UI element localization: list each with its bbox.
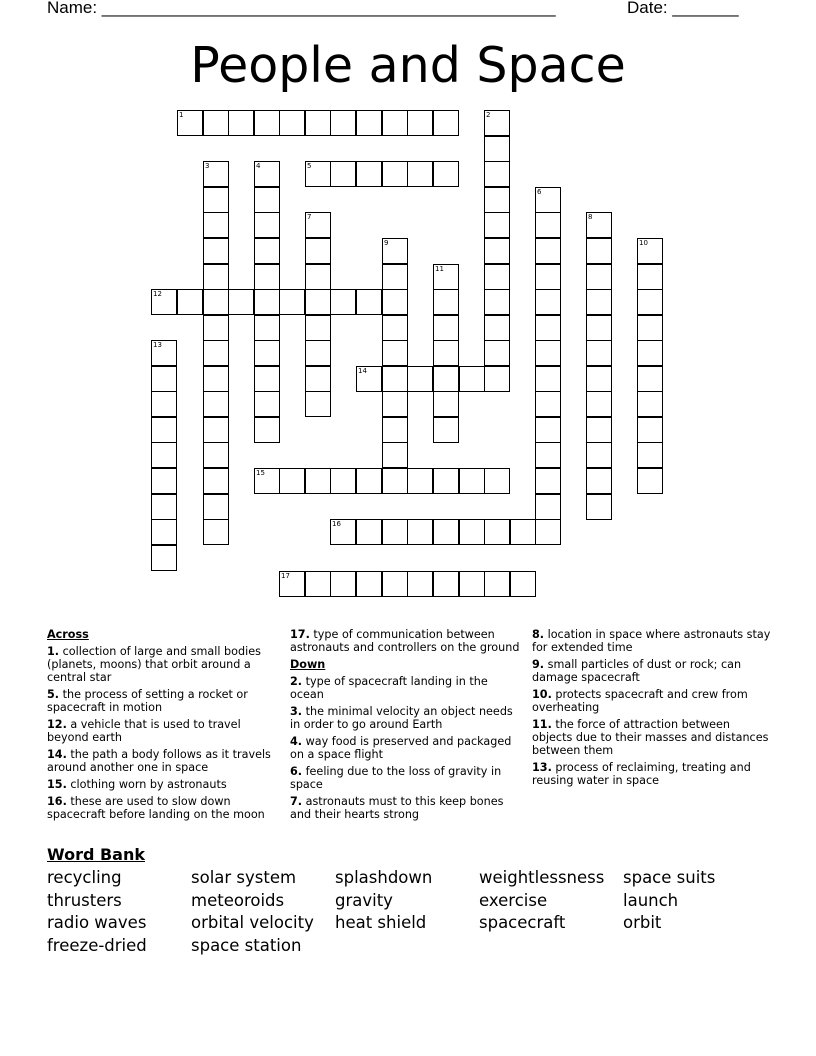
crossword-cell[interactable] (484, 519, 510, 545)
crossword-cell[interactable] (586, 238, 612, 264)
crossword-cell[interactable] (637, 289, 663, 315)
clue-down-4: 4. way food is preserved and packaged on a space flight (290, 735, 512, 761)
crossword-cell[interactable] (484, 571, 510, 597)
crossword-cell[interactable] (433, 366, 459, 392)
crossword-cell[interactable] (203, 110, 229, 136)
crossword-cell[interactable] (535, 366, 561, 392)
clue-across-16: 16. these are used to slow down spacecraft before landing on the moon (47, 795, 265, 821)
crossword-cell[interactable] (407, 161, 433, 187)
crossword-cell[interactable] (279, 289, 305, 315)
crossword-cell[interactable] (356, 289, 382, 315)
clue-down-13: 13. process of reclaiming, treating and reusing water in space (532, 761, 751, 787)
crossword-cell[interactable] (382, 110, 408, 136)
crossword-cell[interactable] (586, 468, 612, 494)
crossword-cell[interactable] (330, 571, 356, 597)
clue-number: 12 (153, 290, 162, 298)
crossword-cell[interactable] (151, 519, 177, 545)
crossword-cell[interactable] (433, 315, 459, 341)
crossword-cell[interactable] (254, 289, 280, 315)
word-bank (47, 867, 767, 958)
crossword-cell[interactable] (228, 110, 254, 136)
name-field: Name: ________________________________________________ (47, 0, 556, 17)
crossword-cell[interactable] (382, 519, 408, 545)
crossword-cell[interactable] (535, 494, 561, 520)
crossword-cell[interactable] (254, 187, 280, 213)
word-bank-item: thrusters (47, 890, 122, 910)
crossword-cell[interactable] (637, 366, 663, 392)
crossword-cell[interactable] (459, 571, 485, 597)
clue-number: 2 (486, 111, 491, 119)
crossword-cell[interactable] (586, 264, 612, 290)
clues-column-2 (290, 628, 520, 825)
crossword-cell[interactable] (459, 366, 485, 392)
crossword-cell[interactable] (637, 391, 663, 417)
clue-down-9: 9. small particles of dust or rock; can damage spacecraft (532, 658, 742, 684)
crossword-cell[interactable] (382, 340, 408, 366)
crossword-cell[interactable] (279, 468, 305, 494)
crossword-cell[interactable] (382, 391, 408, 417)
crossword-cell[interactable] (586, 289, 612, 315)
crossword-cell[interactable] (433, 161, 459, 187)
crossword-cell[interactable] (305, 340, 331, 366)
crossword-cell[interactable] (586, 391, 612, 417)
crossword-cell[interactable] (407, 110, 433, 136)
crossword-cell[interactable] (484, 468, 510, 494)
crossword-cell[interactable] (433, 340, 459, 366)
crossword-cell[interactable] (254, 212, 280, 238)
crossword-cell[interactable] (586, 366, 612, 392)
crossword-cell[interactable] (535, 391, 561, 417)
crossword-cell[interactable] (382, 442, 408, 468)
crossword-cell[interactable] (254, 315, 280, 341)
crossword-cell[interactable] (203, 519, 229, 545)
clue-down-7: 7. astronauts must to this keep bones and their hearts strong (290, 795, 504, 821)
clue-number: 5 (307, 162, 312, 170)
crossword-cell[interactable] (433, 391, 459, 417)
word-bank-item: orbital velocity (191, 913, 314, 933)
clue-number: 7 (307, 213, 312, 221)
crossword-cell[interactable] (305, 264, 331, 290)
clue-across-14: 14. the path a body follows as it travels around another one in space (47, 748, 271, 774)
clue-across-15: 15. clothing worn by astronauts (47, 778, 227, 791)
word-bank-item: heat shield (335, 913, 427, 933)
crossword-cell[interactable] (203, 442, 229, 468)
crossword-cell[interactable] (433, 110, 459, 136)
crossword-cell[interactable] (330, 110, 356, 136)
crossword-cell[interactable] (535, 442, 561, 468)
crossword-cell[interactable] (407, 571, 433, 597)
clue-number: 16 (332, 520, 341, 528)
crossword-cell[interactable] (586, 442, 612, 468)
clue-number: 6 (537, 188, 542, 196)
crossword-cell[interactable] (330, 289, 356, 315)
crossword-cell[interactable] (484, 161, 510, 187)
crossword-cell[interactable] (484, 187, 510, 213)
crossword-cell[interactable] (433, 417, 459, 443)
word-bank-item: radio waves (47, 913, 147, 933)
crossword-cell[interactable] (203, 391, 229, 417)
crossword-cell[interactable] (535, 238, 561, 264)
crossword-cell[interactable] (279, 110, 305, 136)
crossword-cell[interactable] (330, 468, 356, 494)
clue-across-1: 1. collection of large and small bodies (planets, moons) that orbit around a central star (47, 645, 261, 684)
clue-number: 17 (281, 572, 290, 580)
crossword-cell[interactable] (382, 264, 408, 290)
crossword-cell[interactable] (433, 519, 459, 545)
crossword-cell[interactable] (151, 494, 177, 520)
crossword-cell[interactable] (203, 238, 229, 264)
crossword-cell[interactable] (484, 366, 510, 392)
word-bank-item: spacecraft (479, 913, 566, 933)
crossword-cell[interactable] (484, 264, 510, 290)
crossword-cell[interactable] (382, 366, 408, 392)
crossword-cell[interactable] (535, 519, 561, 545)
crossword-cell[interactable] (535, 417, 561, 443)
word-bank-item: meteoroids (191, 890, 285, 910)
crossword-cell[interactable] (305, 468, 331, 494)
page-title: People and Space (190, 37, 626, 94)
crossword-cell[interactable] (510, 571, 536, 597)
crossword-cell[interactable] (535, 212, 561, 238)
clues-column-3 (532, 628, 772, 791)
crossword-cell[interactable] (637, 468, 663, 494)
crossword-cell[interactable] (535, 289, 561, 315)
crossword-cell[interactable] (484, 340, 510, 366)
crossword-cell[interactable] (305, 391, 331, 417)
crossword-cell[interactable] (637, 442, 663, 468)
crossword-cell[interactable] (382, 468, 408, 494)
crossword-cell[interactable] (484, 315, 510, 341)
crossword-cell[interactable] (382, 289, 408, 315)
clue-down-10: 10. protects spacecraft and crew from overheating (532, 688, 748, 714)
crossword-cell[interactable] (433, 289, 459, 315)
word-bank-title: Word Bank (47, 845, 146, 864)
crossword-cell[interactable] (254, 391, 280, 417)
crossword-cell[interactable] (203, 468, 229, 494)
crossword-cell[interactable] (382, 417, 408, 443)
crossword-cell[interactable] (356, 161, 382, 187)
crossword-cell[interactable] (177, 289, 203, 315)
clue-down-11: 11. the force of attraction between objects due to their masses and distances between them (532, 718, 769, 757)
crossword-cell[interactable] (203, 264, 229, 290)
crossword-cell[interactable] (305, 289, 331, 315)
crossword-cell[interactable] (637, 264, 663, 290)
crossword-cell[interactable] (254, 110, 280, 136)
crossword-cell[interactable] (151, 545, 177, 571)
crossword-cell[interactable] (535, 264, 561, 290)
clue-down-2: 2. type of spacecraft landing in the ocean (290, 675, 488, 701)
crossword-cell[interactable] (203, 315, 229, 341)
crossword-cell[interactable] (151, 391, 177, 417)
clue-number: 1 (179, 111, 184, 119)
crossword-cell[interactable] (203, 340, 229, 366)
word-bank-item: space suits (623, 868, 716, 887)
date-field: Date: _______ (627, 0, 739, 17)
crossword-cell[interactable] (305, 315, 331, 341)
crossword-cell[interactable] (203, 366, 229, 392)
crossword-cell[interactable] (151, 417, 177, 443)
crossword-cell[interactable] (433, 571, 459, 597)
crossword-cell[interactable] (637, 417, 663, 443)
crossword-cell[interactable] (637, 315, 663, 341)
crossword-cell[interactable] (637, 340, 663, 366)
crossword-cell[interactable] (151, 442, 177, 468)
crossword-cell[interactable] (203, 187, 229, 213)
crossword-cell[interactable] (254, 417, 280, 443)
crossword-cell[interactable] (484, 238, 510, 264)
crossword-cell[interactable] (305, 571, 331, 597)
clue-number: 8 (588, 213, 593, 221)
word-bank-item: launch (623, 890, 679, 910)
clue-across-12: 12. a vehicle that is used to travel beyond earth (47, 718, 241, 744)
clue-number: 9 (384, 239, 389, 247)
clue-down-8: 8. location in space where astronauts stay for extended time (532, 628, 771, 654)
word-bank-item: exercise (479, 890, 548, 910)
crossword-cell[interactable] (356, 468, 382, 494)
clue-across-17: 17. type of communication between astronauts and controllers on the ground (290, 628, 520, 654)
crossword-cell[interactable] (459, 468, 485, 494)
crossword-cell[interactable] (305, 238, 331, 264)
crossword-cell[interactable] (203, 212, 229, 238)
crossword-cell[interactable] (433, 468, 459, 494)
clue-number: 11 (435, 265, 444, 273)
crossword-cell[interactable] (203, 417, 229, 443)
clue-across-5: 5. the process of setting a rocket or spacecraft in motion (47, 688, 248, 714)
crossword-cell[interactable] (459, 519, 485, 545)
clues-column-1 (47, 628, 282, 825)
word-bank-item: solar system (191, 868, 297, 887)
crossword-cell[interactable] (254, 264, 280, 290)
crossword-cell[interactable] (356, 110, 382, 136)
word-bank-item: recycling (47, 868, 122, 887)
crossword-cell[interactable] (254, 366, 280, 392)
crossword-cell[interactable] (586, 315, 612, 341)
crossword-cell[interactable] (330, 161, 356, 187)
crossword-cell[interactable] (305, 366, 331, 392)
crossword-cell[interactable] (484, 136, 510, 162)
crossword-cell[interactable] (407, 366, 433, 392)
clue-number: 13 (153, 341, 162, 349)
crossword-cell[interactable] (484, 212, 510, 238)
crossword-cell[interactable] (535, 315, 561, 341)
crossword-cell[interactable] (535, 468, 561, 494)
crossword-cell[interactable] (203, 494, 229, 520)
crossword-cell[interactable] (305, 110, 331, 136)
crossword-cell[interactable] (407, 519, 433, 545)
crossword-cell[interactable] (586, 417, 612, 443)
crossword-cell[interactable] (151, 366, 177, 392)
word-bank-item: orbit (623, 913, 662, 933)
clue-down-3: 3. the minimal velocity an object needs in order to go around Earth (290, 705, 513, 731)
crossword-cell[interactable] (228, 289, 254, 315)
crossword-cell[interactable] (356, 519, 382, 545)
crossword-cell[interactable] (586, 340, 612, 366)
crossword-cell[interactable] (407, 468, 433, 494)
across-heading: Across (47, 628, 89, 641)
crossword-cell[interactable] (356, 571, 382, 597)
clue-number: 14 (358, 367, 367, 375)
clue-number: 10 (639, 239, 648, 247)
crossword-cell[interactable] (151, 468, 177, 494)
down-heading: Down (290, 658, 326, 671)
crossword-cell[interactable] (484, 289, 510, 315)
crossword-cell[interactable] (586, 494, 612, 520)
crossword-cell[interactable] (510, 519, 536, 545)
clue-down-6: 6. feeling due to the loss of gravity in space (290, 765, 502, 791)
word-bank-item: splashdown (335, 868, 433, 887)
crossword-cell[interactable] (382, 571, 408, 597)
crossword-cell[interactable] (254, 238, 280, 264)
word-bank-item: freeze-dried (47, 936, 147, 956)
clue-number: 4 (256, 162, 261, 170)
crossword-cell[interactable] (254, 340, 280, 366)
word-bank-item: gravity (335, 890, 393, 910)
crossword-cell[interactable] (535, 340, 561, 366)
clue-number: 3 (205, 162, 210, 170)
crossword-cell[interactable] (203, 289, 229, 315)
word-bank-item: space station (191, 936, 302, 956)
clue-number: 15 (256, 469, 265, 477)
word-bank-item: weightlessness (479, 868, 605, 887)
crossword-cell[interactable] (382, 315, 408, 341)
crossword-cell[interactable] (382, 161, 408, 187)
